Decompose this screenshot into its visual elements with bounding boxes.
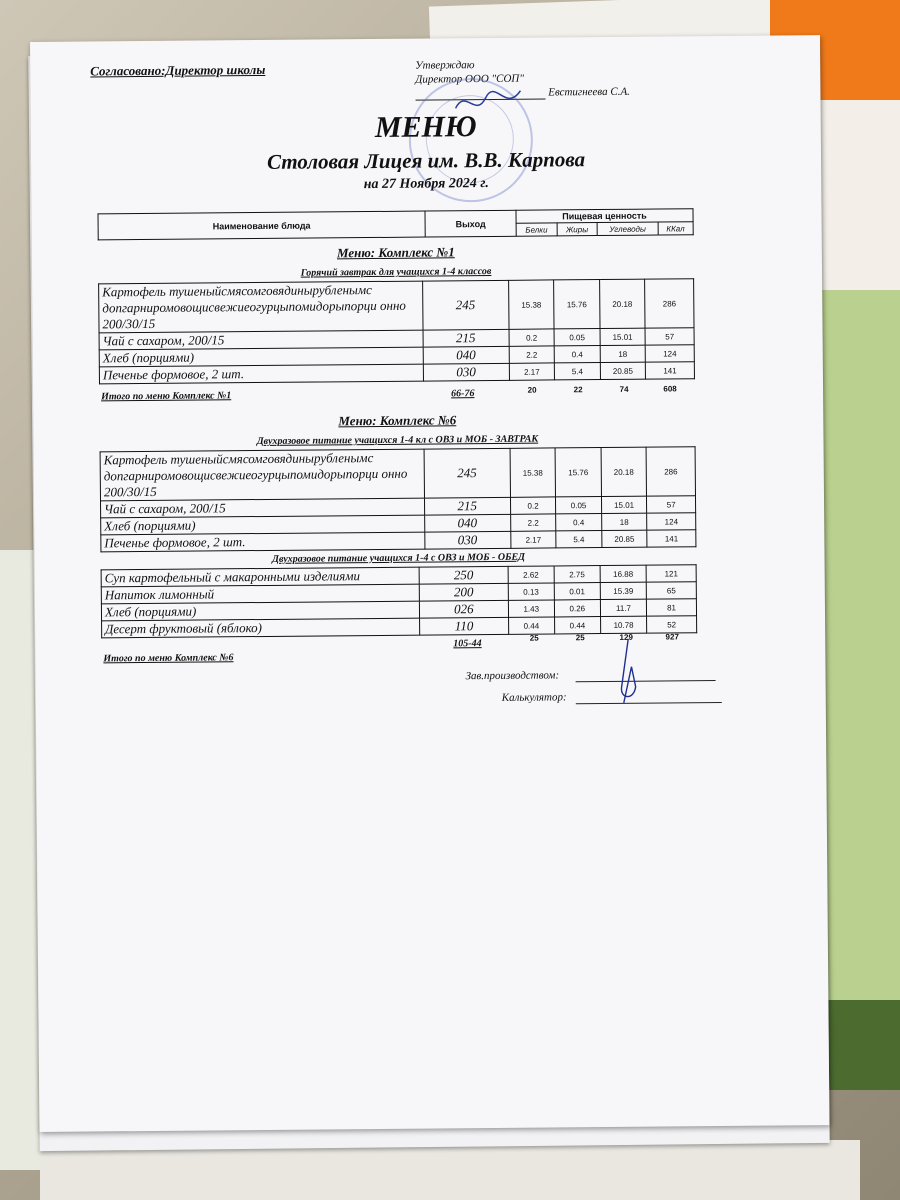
dish-kcal: 57 [647, 496, 696, 513]
dish-output: 215 [423, 329, 509, 347]
dish-name: Чай с сахаром, 200/15 [101, 498, 425, 518]
dish-carbs: 15.01 [600, 328, 646, 345]
approve-title: Утверждаю [415, 59, 475, 72]
complex6-total-carbs: 129 [619, 632, 633, 642]
table-row [100, 447, 695, 501]
dish-carbs: 15.39 [600, 582, 646, 599]
header-nutrition: Пищевая ценность [516, 209, 693, 224]
dish-proteins: 0.2 [509, 329, 555, 346]
dish-proteins: 2.62 [508, 566, 554, 583]
complex6-meal2-title: Двухразовое питание учащихся 1-4 с ОВЗ и МОБ - ОБЕД [272, 551, 526, 565]
dish-carbs: 15.01 [601, 496, 647, 513]
dish-output: 245 [422, 280, 509, 330]
complex1-total-fats: 22 [573, 385, 583, 395]
table-row [99, 279, 694, 333]
dish-proteins: 15.38 [510, 448, 556, 497]
dish-kcal: 124 [647, 513, 696, 530]
complex6-breakfast-table [100, 446, 697, 552]
complex1-table [98, 278, 695, 384]
production-signature-line [576, 680, 716, 682]
dish-name: Печенье формовое, 2 шт. [99, 364, 423, 384]
dish-name: Хлеб (порциями) [101, 515, 425, 535]
dish-carbs: 20.85 [600, 362, 646, 379]
dish-name: Картофель тушеныйсмясомговядинырубленымс допгарниромовощисвежиеогурцыпомидорыпорци онно 200/30/15 [99, 281, 423, 333]
dish-proteins: 1.43 [508, 600, 554, 617]
dish-carbs: 16.88 [600, 565, 646, 582]
dish-kcal: 52 [647, 616, 697, 633]
dish-output: 215 [424, 497, 510, 515]
dish-carbs: 20.18 [599, 279, 645, 328]
complex1-meal-title: Горячий завтрак для учащихся 1-4 классов [300, 265, 492, 279]
dish-fats: 0.44 [554, 617, 600, 634]
dish-fats: 0.4 [556, 514, 602, 531]
dish-proteins: 0.44 [508, 617, 554, 634]
complex6-title: Меню: Комплекс №6 [338, 412, 457, 429]
dish-fats: 0.4 [554, 346, 600, 363]
dish-name: Суп картофельный с макаронными изделиями [101, 567, 419, 587]
dish-carbs: 11.7 [600, 599, 646, 616]
dish-output: 030 [424, 531, 510, 549]
dish-kcal: 141 [646, 362, 695, 379]
dish-fats: 2.75 [554, 566, 600, 583]
header-kcal: ККал [658, 222, 693, 235]
organization-name: Столовая Лицея им. В.В. Карпова [266, 147, 586, 174]
dish-output: 026 [420, 600, 509, 618]
complex6-total-output: 105-44 [453, 638, 482, 650]
complex1-total-output: 66-76 [451, 388, 475, 400]
dish-fats: 0.05 [556, 497, 602, 514]
complex6-meal1-title: Двухразовое питание учащихся 1-4 кл с ОВЗ и МОБ - ЗАВТРАК [256, 433, 539, 448]
dish-output: 030 [423, 363, 509, 381]
dish-fats: 15.76 [554, 280, 600, 329]
header-output: Выход [425, 210, 516, 237]
dish-output: 040 [423, 346, 509, 364]
dish-carbs: 10.78 [600, 616, 646, 633]
dish-name: Печенье формовое, 2 шт. [101, 532, 425, 552]
dish-carbs: 20.18 [601, 447, 647, 496]
dish-fats: 0.01 [554, 583, 600, 600]
dish-name: Хлеб (порциями) [99, 347, 423, 367]
approved-left: Согласовано:Директор школы [90, 61, 266, 79]
dish-name: Десерт фруктовый (яблоко) [102, 618, 420, 638]
dish-carbs: 18 [600, 345, 646, 362]
menu-date: на 27 Ноября 2024 г. [363, 176, 489, 193]
header-fats: Жиры [557, 223, 598, 236]
complex6-lunch-table [101, 564, 698, 638]
dish-output: 110 [420, 617, 509, 635]
complex1-total-proteins: 20 [527, 385, 537, 395]
dish-output: 040 [424, 514, 510, 532]
dish-fats: 0.26 [554, 600, 600, 617]
complex1-title: Меню: Комплекс №1 [336, 244, 455, 261]
dish-name: Напиток лимонный [101, 584, 419, 604]
signature-icon [613, 637, 644, 707]
dish-kcal: 57 [645, 328, 694, 345]
complex1-total-label: Итого по меню Комплекс №1 [101, 390, 232, 403]
dish-output: 250 [419, 566, 508, 584]
dish-output: 245 [424, 448, 511, 498]
dish-output: 200 [419, 583, 508, 601]
complex1-total-kcal: 608 [663, 384, 677, 394]
dish-name: Чай с сахаром, 200/15 [99, 330, 423, 350]
dish-kcal: 121 [646, 565, 696, 582]
dish-kcal: 124 [645, 345, 694, 362]
header-proteins: Белки [516, 223, 557, 236]
header-carbs: Углеводы [597, 222, 658, 236]
complex6-total-fats: 25 [575, 633, 585, 643]
header-dish: Наименование блюда [98, 211, 425, 240]
approve-role: Директор ООО "СОП" [415, 72, 525, 86]
calculator-signature-line [576, 702, 722, 704]
dish-kcal: 286 [646, 447, 695, 496]
dish-name: Хлеб (порциями) [101, 601, 419, 621]
dish-proteins: 2.17 [511, 531, 557, 548]
complex6-total-kcal: 927 [665, 632, 679, 642]
dish-proteins: 2.2 [509, 346, 555, 363]
dish-proteins: 15.38 [508, 280, 554, 329]
dish-proteins: 0.13 [508, 583, 554, 600]
dish-fats: 0.05 [554, 329, 600, 346]
dish-kcal: 81 [646, 599, 696, 616]
dish-fats: 5.4 [556, 531, 602, 548]
document-title: МЕНЮ [374, 110, 477, 144]
dish-kcal: 286 [645, 279, 694, 328]
dish-name: Картофель тушеныйсмясомговядинырубленымс допгарниромовощисвежиеогурцыпомидорыпорци онно 200/30/15 [100, 449, 424, 501]
calculator-label: Калькулятор: [501, 691, 567, 704]
dish-kcal: 141 [647, 530, 696, 547]
approve-name: Евстигнеева С.А. [548, 85, 630, 99]
dish-kcal: 65 [646, 582, 696, 599]
dish-proteins: 2.2 [510, 514, 556, 531]
dish-proteins: 2.17 [509, 363, 555, 380]
dish-fats: 5.4 [555, 363, 601, 380]
dish-fats: 15.76 [555, 448, 601, 497]
menu-document [30, 35, 829, 1132]
production-manager-label: Зав.производством: [465, 669, 560, 683]
complex6-total-label: Итого по меню Комплекс №6 [103, 652, 234, 665]
complex1-total-carbs: 74 [619, 384, 629, 394]
dish-carbs: 18 [601, 513, 647, 530]
table-header [97, 208, 693, 240]
dish-carbs: 20.85 [602, 530, 648, 547]
complex6-total-proteins: 25 [529, 633, 539, 643]
dish-proteins: 0.2 [510, 497, 556, 514]
